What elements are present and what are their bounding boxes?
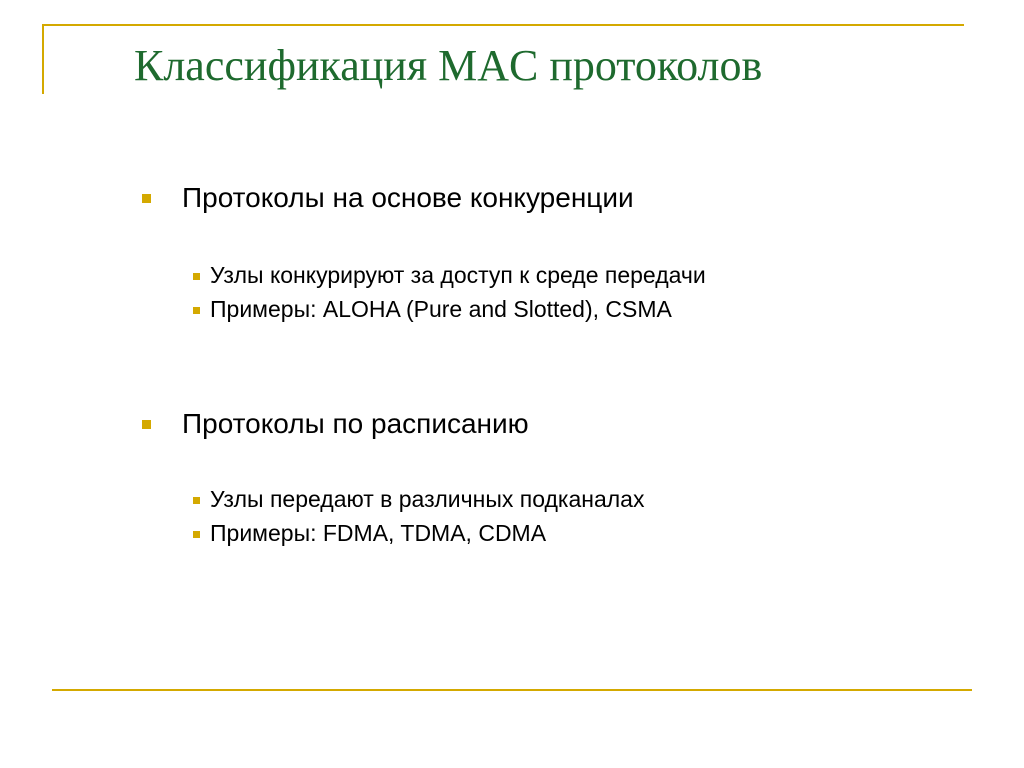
sub-bullet-square-icon [193, 531, 200, 538]
top-rule-decoration [42, 24, 964, 26]
sub-bullet-text: Примеры: FDMA, TDMA, CDMA [210, 520, 547, 546]
slide-title: Классификация MAC протоколов [134, 41, 763, 90]
sub-bullet-text: Узлы передают в различных подканалах [210, 486, 645, 512]
left-rule-decoration [42, 24, 44, 94]
sub-bullet-square-icon [193, 273, 200, 280]
bullet-text: Протоколы по расписанию [182, 408, 529, 439]
sub-bullet-square-icon [193, 307, 200, 314]
bullet-square-icon [142, 420, 151, 429]
bullet-text: Протоколы на основе конкуренции [182, 182, 634, 213]
bullet-square-icon [142, 194, 151, 203]
sub-bullet-text: Примеры: ALOHA (Pure and Slotted), CSMA [210, 296, 672, 322]
sub-bullet-square-icon [193, 497, 200, 504]
sub-bullet-text: Узлы конкурируют за доступ к среде передачи [210, 262, 706, 288]
bottom-rule-decoration [52, 689, 972, 691]
